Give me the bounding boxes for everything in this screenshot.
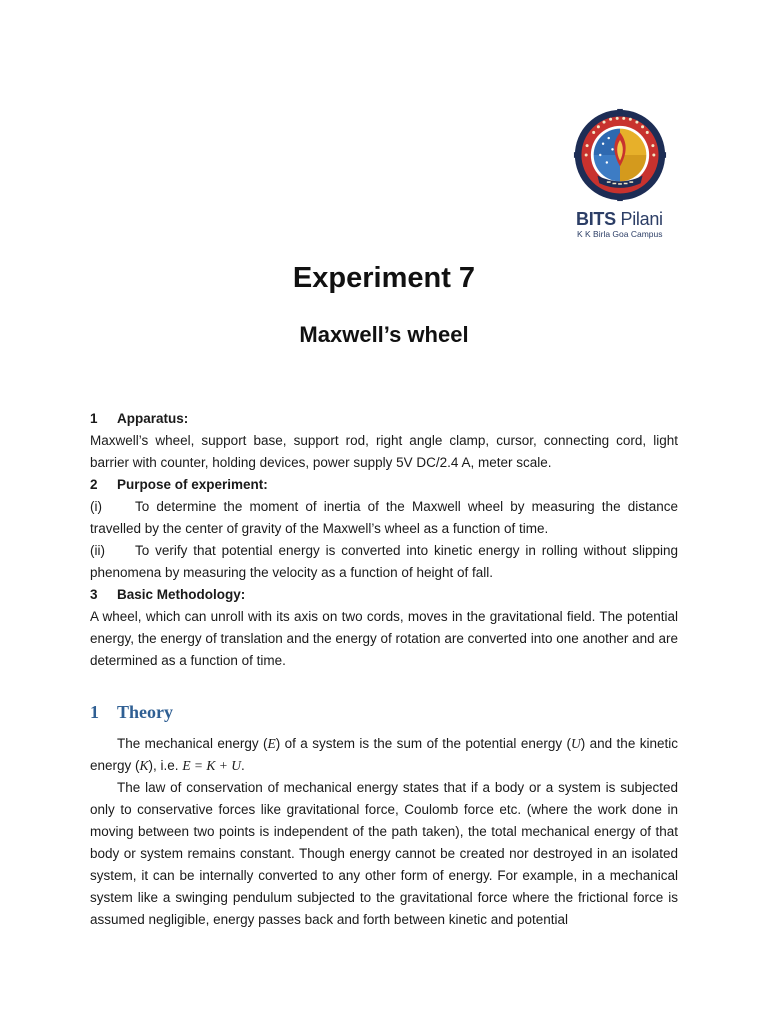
- document-title: Experiment 7: [292, 262, 476, 294]
- theory-p1-part-d: ), i.e.: [148, 758, 183, 773]
- symbol-u: U: [571, 736, 581, 751]
- theory-heading-text: Theory: [117, 702, 173, 722]
- bits-pilani-logo: [570, 108, 670, 244]
- apparatus-text: Maxwell’s wheel, support base, support rod, right angle clamp, cursor, connecting cord, light barrier with counter, holding devices, power supply 5V DC/2.4 A, meter scale.: [90, 433, 678, 470]
- apparatus-number: 1: [90, 411, 98, 426]
- theory-p1-part-a: The mechanical energy (: [117, 736, 268, 751]
- purpose-heading-text: Purpose of experiment:: [117, 477, 268, 492]
- purpose-item-1-label: (i): [90, 499, 102, 514]
- document-body: [90, 408, 678, 931]
- theory-p1-part-c: ) and the kinetic energy (: [90, 736, 678, 773]
- methodology-heading: [90, 584, 678, 606]
- theory-p1-part-b: ) of a system is the sum of the potential energy (: [275, 736, 571, 751]
- purpose-item-2-text: To verify that potential energy is converted into kinetic energy in rolling without slipping phenomena by measuring the velocity as a function of height of fall.: [90, 543, 678, 580]
- apparatus-heading: [90, 408, 678, 430]
- theory-p1-part-e: .: [241, 758, 245, 773]
- bits-emblem-icon: [573, 108, 667, 202]
- purpose-heading: [90, 474, 678, 496]
- purpose-item-1: [90, 496, 678, 540]
- purpose-item-2: [90, 540, 678, 584]
- symbol-e: E: [267, 736, 276, 751]
- purpose-item-2-label: (ii): [90, 543, 105, 558]
- logo-campus-text: K K Birla Goa Campus: [577, 229, 663, 239]
- purpose-number: 2: [90, 477, 98, 492]
- theory-heading: [90, 699, 678, 725]
- apparatus-heading-text: Apparatus:: [117, 411, 189, 426]
- energy-equation: E = K + U: [182, 758, 242, 773]
- methodology-heading-text: Basic Methodology:: [117, 587, 246, 602]
- logo-brand-pilani: Pilani: [615, 209, 663, 229]
- methodology-text: A wheel, which can unroll with its axis on two cords, moves in the gravitational field. The potential energy, the energy of translation and the energy of rotation are converted into one another and are determined as a function of time.: [90, 609, 678, 668]
- logo-brand-text: [576, 210, 663, 228]
- symbol-k: K: [139, 758, 149, 773]
- methodology-number: 3: [90, 587, 98, 602]
- logo-brand-bits: BITS: [576, 209, 616, 229]
- theory-paragraph-1: [90, 733, 678, 777]
- theory-paragraph-2: The law of conservation of mechanical energy states that if a body or a system is subjected only to conservative forces like gravitational force, Coulomb force etc. (where the work done in moving between two points is independent of the path taken), the total mechanical energy of that body or system remains constant. Though energy cannot be created nor destroyed in an isolated system, it can be internally converted to any other form of energy. For example, in a mechanical system like a swinging pendulum subjected to the gravitational force where the frictional force is assumed negligible, energy passes back and forth between kinetic and potential: [90, 780, 678, 927]
- purpose-item-1-text: To determine the moment of inertia of the Maxwell wheel by measuring the distance travelled by the center of gravity of the Maxwell’s wheel as a function of time.: [90, 499, 678, 536]
- document-subtitle: Maxwell’s wheel: [299, 322, 469, 347]
- theory-number: 1: [90, 702, 99, 722]
